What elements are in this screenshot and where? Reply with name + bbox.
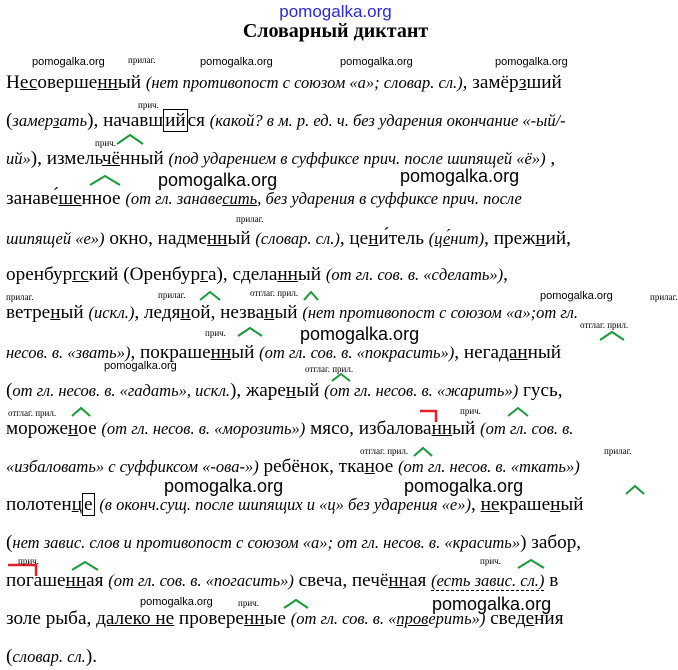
- tag-prilag: прилаг.: [158, 290, 186, 300]
- text-line-9: (от гл. несов. в. «гадать», искл.), жареный (от гл. несов. в. «жарить») гусь,: [6, 380, 563, 401]
- suffix-arc-icon: [115, 132, 145, 146]
- text-line-1: Несовершенный (нет противопост с союзом «а»; словар. сл.), замёрзший: [6, 72, 562, 93]
- text-line-8: несов. в. «звать»), покрашенный (от гл. сов. в. «покрасить»), негаданный: [6, 342, 562, 363]
- tag-prilag: прилаг.: [6, 292, 34, 302]
- tag-prich: прич.: [460, 406, 481, 416]
- watermark: pomogalka.org: [200, 56, 273, 68]
- tag-prich: прич.: [238, 598, 259, 608]
- tag-otglag: отглаг. прил.: [250, 288, 299, 298]
- text-line-4: занаве́шенное (от гл. занавесить, без ударения в суффиксе прич. после: [6, 188, 522, 209]
- text-line-13: (нет завис. слов и противопост с союзом «а»; от гл. несов. в. «красить») забор,: [6, 532, 582, 553]
- tag-otglag: отглаг. прил.: [580, 320, 629, 330]
- watermark: pomogalka.org: [104, 360, 177, 372]
- tag-prilag: прилаг.: [236, 214, 264, 224]
- text-line-12: полотенц е (в оконч.сущ. после шипящих и «ц» без ударения «е»), некрашеный: [6, 494, 584, 515]
- watermark: pomogalka.org: [432, 594, 552, 614]
- watermark: pomogalka.org: [404, 476, 524, 496]
- suffix-arc-icon: [88, 173, 122, 187]
- tag-otglag: отглаг. прил.: [305, 364, 354, 374]
- text-line-5: шипящей «е») окно, надменный (словар. сл.), цени́тель (це́нит), прежний,: [6, 228, 571, 249]
- tag-prich: прич.: [95, 138, 116, 148]
- page-title: Словарный диктант: [242, 20, 429, 42]
- watermark: pomogalka.org: [540, 290, 613, 302]
- tag-otglag: отглаг. прил.: [360, 446, 409, 456]
- text-line-2: (замерзать), начавш ий ся (какой? в м. р. ед. ч. без ударения окончание «-ый/-: [6, 110, 566, 131]
- tag-prich: прич.: [18, 556, 39, 566]
- text-line-11: «избаловать» с суффиксом «-ова-») ребёнок, тканое (от гл. несов. в. «ткать»): [6, 456, 580, 477]
- tag-prich: прич.: [205, 328, 226, 338]
- text-line-7: ветреный (искл.), ледяной, незваный (нет противопост с союзом «а»;от гл.: [6, 302, 578, 323]
- watermark: pomogalka.org: [158, 170, 278, 190]
- watermark: pomogalka.org: [400, 166, 520, 186]
- site-watermark-top: pomogalka.org: [279, 2, 392, 21]
- text-line-6: оренбургский (Оренбурга), сделанный (от гл. сов. в. «сделать»),: [6, 264, 508, 285]
- tag-prilag: прилаг.: [604, 446, 632, 456]
- watermark: pomogalka.org: [340, 56, 413, 68]
- tag-prilag: прилаг.: [650, 292, 678, 302]
- watermark: pomogalka.org: [32, 56, 105, 68]
- tag-prich: прич.: [138, 100, 159, 110]
- text-line-10: мороженое (от гл. несов. в. «морозить») мясо, избалованный (от гл. сов. в.: [6, 418, 574, 439]
- text-line-14: погашенная (от гл. сов. в. «погасить») свеча, печённая (есть завис. сл.) в: [6, 570, 559, 591]
- watermark: pomogalka.org: [495, 56, 568, 68]
- tag-prich: прич.: [480, 556, 501, 566]
- watermark: pomogalka.org: [300, 324, 420, 344]
- suffix-arc-icon: [236, 326, 264, 338]
- text-line-16: (словар. сл.).: [6, 646, 97, 667]
- tag-otglag: отглаг. прил.: [8, 408, 57, 418]
- watermark: pomogalka.org: [140, 596, 213, 608]
- text-line-15: золе рыба, далеко не проверенные (от гл. сов. в. «проверить») сведения: [6, 608, 564, 629]
- tag-prilag: прилаг.: [128, 55, 156, 65]
- text-line-3: ий»), измельчённый (под ударением в суффиксе прич. после шипящей «ё») ,: [6, 148, 556, 169]
- watermark: pomogalka.org: [164, 476, 284, 496]
